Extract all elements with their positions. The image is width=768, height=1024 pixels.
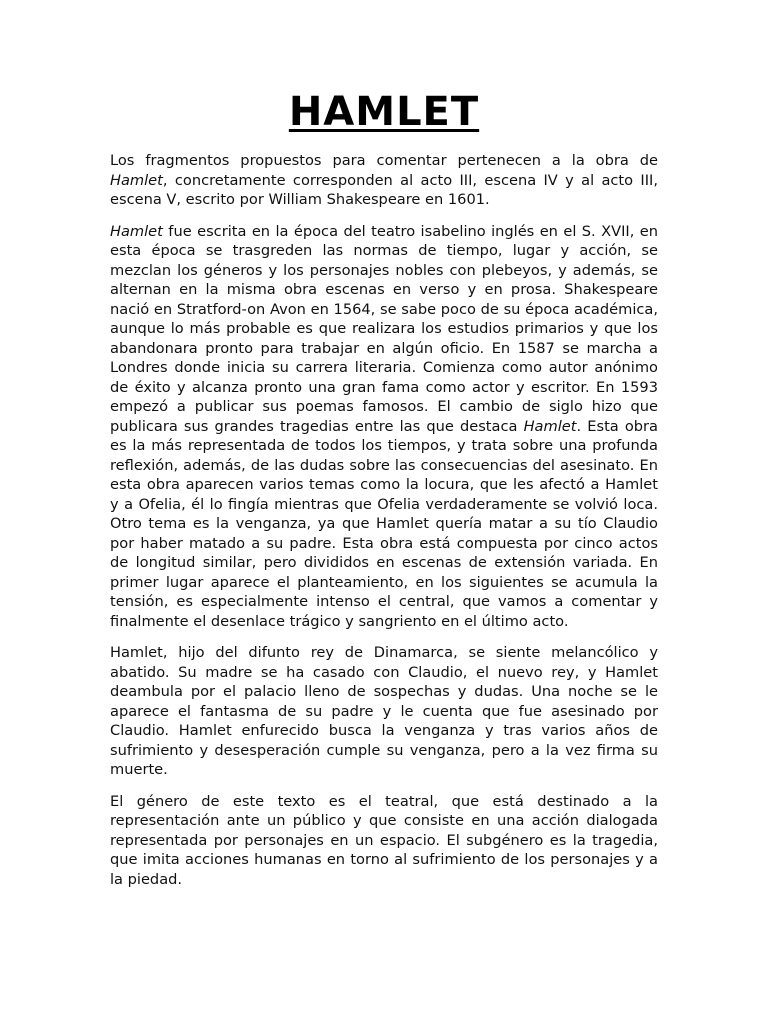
paragraph-intro-work-title: Hamlet — [110, 171, 163, 189]
paragraph-context-work-title-2: Hamlet — [523, 417, 577, 435]
paragraph-summary: Hamlet, hijo del difunto rey de Dinamarca, se siente melancólico y abatido. Su madre se ha casado con Claudio, el nuevo rey, y Hamlet deambula por el palacio lleno de sospechas y dudas. Una noche se le aparece el fantasma de su padre y le cuenta que fue asesinado por Claudio. Hamlet enfurecido busca la venganza y tras varios años de sufrimiento y desesperación cumple su venganza, pero a la vez firma su muerte. — [110, 644, 658, 778]
paragraph-intro-text-b: , concretamente corresponden al acto III, escena IV y al acto III, escena V, escrito por William Shakespeare en 1601. — [110, 171, 658, 208]
paragraph-genre: El género de este texto es el teatral, que está destinado a la representación ante un público y que consiste en una acción dialogada representada por personajes en un espacio. El subgénero es la tragedia, que imita acciones humanas en torno al sufrimiento de los personajes y a la piedad. — [110, 792, 658, 888]
paragraph-intro — [110, 151, 658, 210]
paragraph-context-work-title-1: Hamlet — [110, 222, 163, 240]
document-page — [110, 88, 658, 901]
paragraph-context — [110, 222, 658, 632]
document-title: HAMLET — [288, 89, 480, 135]
paragraph-intro-text-a: Los fragmentos propuestos para comentar pertenecen a la obra de — [110, 152, 658, 169]
paragraph-context-text-a: fue escrita en la época del teatro isabelino inglés en el S. XVII, en esta época se trasgreden las normas de tiempo, lugar y acción, se mezclan los géneros y los personajes nobles con plebeyos, y además, se alternan en la misma obra escenas en verso y en prosa. Shakespeare nació en Stratford-on Avon en 1564, se sabe poco de su época académica, aunque lo más probable es que realizara los estudios primarios y que los abandonara pronto para trabajar en algún oficio. En 1587 se marcha a Londres donde inicia su carrera literaria. Comienza como autor anónimo de éxito y alcanza pronto una gran fama como actor y escritor. En 1593 empezó a publicar sus poemas famosos. El cambio de siglo hizo que publicara sus grandes tragedias entre las que destaca — [110, 222, 658, 435]
paragraph-context-text-b: . Esta obra es la más representada de todos los tiempos, y trata sobre una profunda reflexión, además, de las dudas sobre las consecuencias del asesinato. En esta obra aparecen varios temas como la locura, que les afectó a Hamlet y a Ofelia, él lo fingía mientras que Ofelia verdaderamente se volvió loca. Otro tema es la venganza, ya que Hamlet quería matar a su tío Claudio por haber matado a su padre. Esta obra está compuesta por cinco actos de longitud similar, pero divididos en escenas de extensión variada. En primer lugar aparece el planteamiento, en los siguientes se acumula la tensión, es especialmente intenso el central, que vamos a comentar y finalmente el desenlace trágico y sangriento en el último acto. — [110, 417, 658, 630]
